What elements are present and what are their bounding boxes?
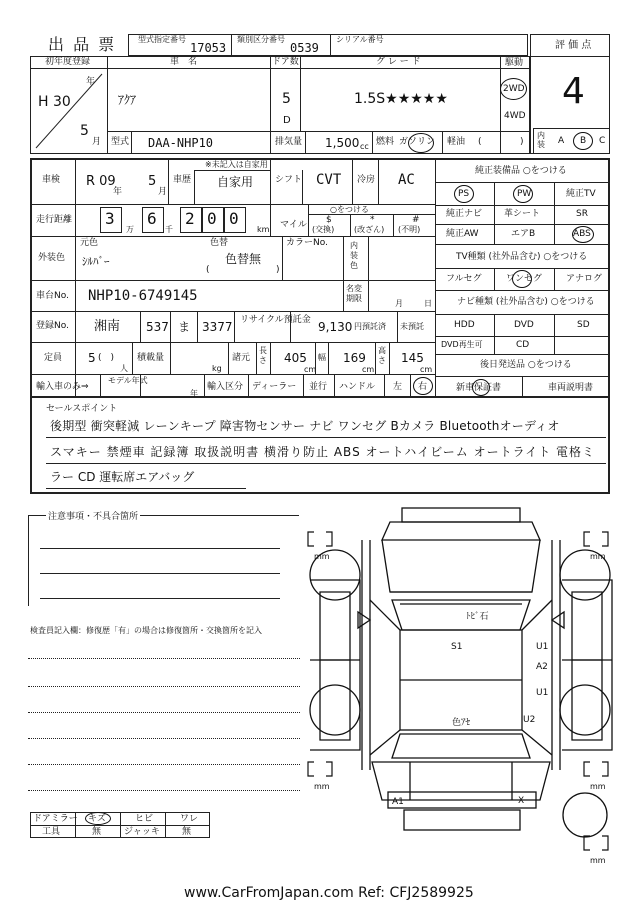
displacement: 1,500 (325, 136, 360, 150)
opt-unknown: (不明) (398, 225, 421, 234)
tv-title: TV種類 (社外品含む) ○をつける (456, 252, 588, 262)
mile-label: マイル (280, 220, 307, 230)
mileage-digit-3: 2 (185, 209, 195, 228)
fuel-circle-mark (408, 133, 434, 153)
equip-ps: PS (458, 189, 470, 199)
sales-label: セールスポイント (46, 404, 118, 414)
interior-grade-b: B (580, 136, 587, 146)
mark-a1: A1 (392, 797, 404, 807)
handle-circle-mark (413, 377, 433, 395)
parallel-label: 並行 (309, 382, 328, 392)
recycle-value: 9,130 (318, 320, 353, 334)
kg-unit: kg (212, 364, 222, 373)
header-numbers (128, 34, 528, 56)
navi-dvd: DVD (514, 320, 534, 330)
first-reg-label: 初年度登録 (45, 57, 91, 67)
first-reg-month: 5 (80, 123, 89, 139)
opt-s2: * (370, 215, 375, 225)
mileage-label: 走行距離 (36, 215, 73, 225)
docs-warranty-circle (472, 379, 490, 396)
caution-box (28, 512, 299, 606)
length-label: 長さ (259, 346, 267, 365)
equip-aw: 純正AW (446, 229, 479, 239)
load-label: 積載量 (137, 353, 165, 363)
handle-label: ハンドル (339, 382, 376, 392)
ac-label: 冷房 (357, 175, 376, 185)
color-change: 色替無 (225, 252, 262, 266)
navi-sd: SD (577, 320, 590, 330)
doors: 5 (282, 91, 291, 107)
reg-area: 湘南 (94, 319, 121, 334)
dealer-label: ディーラー (252, 382, 297, 392)
footer-ref: www.CarFromJapan.com Ref: CFJ2589925 (184, 885, 474, 901)
tv-analog: アナログ (566, 274, 603, 284)
reg-kana: ま (178, 320, 191, 334)
drive-label: 駆動 (505, 58, 524, 68)
mark-chip: ﾄﾋﾞ石 (466, 612, 489, 622)
length-value: 405 (284, 351, 307, 365)
opt-tamper: (改ざん) (354, 225, 385, 234)
height-label: 高さ (378, 346, 386, 365)
chassis-value: NHP10-6749145 (88, 288, 198, 304)
displacement-label: 排気量 (275, 137, 303, 147)
cc-unit: cc (360, 142, 369, 151)
mm-label-rr: mm (590, 782, 606, 791)
table-jack-value: 無 (182, 827, 192, 837)
mark-u2: U2 (523, 715, 536, 725)
man-unit: 万 (126, 225, 134, 234)
fuel-value: ガソリン (399, 137, 436, 147)
grade-label: グ レ ー ド (376, 57, 421, 67)
mm-label-rl: mm (314, 782, 330, 791)
mark-label: ○をつける (330, 205, 369, 214)
table-tools-label: 工具 (42, 827, 61, 837)
shift-value: CVT (316, 172, 342, 188)
recycle-unit: 円預託済 (354, 322, 386, 331)
model-no-label: 型式指定番号 (138, 35, 186, 44)
mark-x: X (518, 796, 525, 806)
equip-ps-circle (454, 185, 474, 203)
navi-hdd: HDD (454, 320, 475, 330)
height-value: 145 (401, 351, 424, 365)
tv-oneseg-circle (512, 270, 532, 288)
mileage-digit-4: 0 (207, 209, 217, 228)
orig-color-label: 元色 (80, 238, 99, 248)
capacity-value: 5 (88, 351, 96, 365)
sales-line-3: ラー CD 運転席エアバッグ (50, 470, 195, 484)
table-tools-value: 無 (92, 827, 102, 837)
equip-sr: SR (576, 209, 588, 219)
docs-warranty: 新車保証書 (456, 383, 502, 393)
width-value: 169 (343, 351, 366, 365)
color-change-label: 色替 (210, 238, 229, 248)
equip-abs-circle (572, 226, 594, 243)
mm-label-fl: mm (314, 552, 330, 561)
caution-label: 注意事項・不具合箇所 (48, 512, 139, 522)
equip-leather: 革シート (504, 209, 541, 219)
year-unit: 年 (86, 77, 96, 87)
sales-line-2: スマキー 禁煙車 記録簿 取扱説明書 横滑り防止 ABS オートハイビーム オートライト 電格ミ (50, 445, 596, 459)
navi-title: ナビ種類 (社外品含む) ○をつける (457, 297, 595, 307)
door-type: D (283, 115, 291, 126)
table-head-crack: ヒビ (135, 814, 154, 824)
tv-oneseg: ワンセグ (506, 274, 543, 284)
equip-pw: PW (517, 189, 532, 199)
orig-color: ｼﾙﾊﾞｰ (82, 255, 110, 268)
drive-2wd: 2WD (503, 84, 525, 94)
first-reg-era: H 30 (38, 94, 71, 110)
shift-label: シフト (275, 175, 303, 185)
color-no-label: カラーNo. (286, 238, 328, 248)
interior-grade-a: A (558, 136, 565, 146)
inspection-month: 5 (148, 174, 157, 189)
mileage-digit-5: 0 (229, 209, 239, 228)
model-year-label: モデル年式 (108, 376, 148, 385)
drive-4wd: 4WD (504, 111, 526, 121)
chassis-label: 車台No. (36, 291, 69, 301)
recycle-label: リサイクル預託金 (240, 315, 311, 325)
import-type-label: 輸入区分 (207, 382, 244, 392)
usage-note: ※未記入は自家用 (205, 160, 268, 169)
equip-abs: ABS (573, 229, 591, 239)
class-no: 0539 (290, 41, 319, 55)
inspection-value: R 09 (86, 174, 116, 189)
period-label: 名変期限 (346, 284, 362, 303)
interior-grade-c: C (599, 136, 606, 146)
inspection-year-unit: 年 (113, 187, 123, 197)
interior-circle-mark (573, 132, 593, 150)
height-cm: cm (420, 365, 433, 374)
fuel-label: 燃料 (376, 137, 395, 147)
inspection-month-unit: 月 (158, 187, 168, 197)
table-head-break: ワレ (180, 814, 199, 824)
car-name-label: 車 名 (170, 57, 198, 67)
docs-manual: 車両説明書 (548, 383, 594, 393)
drive-circle-mark (500, 78, 527, 100)
recycle-pending: 未預託 (400, 322, 424, 331)
handle-right: 右 (418, 382, 428, 392)
period-month: 月 (395, 299, 403, 308)
dvd-play-label: DVD再生可 (441, 340, 483, 349)
interior-label: 内装 (537, 131, 545, 149)
docs-title: 後日発送品 ○をつける (480, 360, 572, 370)
tv-fullseg: フルセグ (446, 274, 482, 284)
car-damage-diagram (300, 500, 620, 880)
mark-u1-mid: U1 (536, 688, 549, 698)
period-day: 日 (424, 299, 432, 308)
dims-label: 諸元 (232, 353, 251, 363)
width-cm: cm (362, 365, 375, 374)
doors-label: ドア数 (272, 57, 299, 67)
score-value: 4 (562, 71, 585, 112)
table-jack-label: ジャッキ (124, 827, 160, 837)
int-color-label: 内装色 (350, 241, 358, 270)
equip-tv: 純正TV (566, 189, 596, 199)
reg-class: 537 (146, 320, 169, 334)
scratch-circle-mark (85, 812, 111, 825)
mileage-digit-2: 6 (147, 209, 157, 228)
handle-left: 左 (393, 382, 403, 392)
width-label: 幅 (318, 353, 326, 362)
length-cm: cm (304, 365, 317, 374)
reg-num: 3377 (202, 320, 233, 334)
opt-s1: $ (326, 215, 332, 225)
km-unit: km (257, 225, 270, 234)
equip-pw-circle (513, 185, 533, 203)
ac-value: AC (398, 172, 415, 188)
page-title: 出 品 票 (48, 35, 117, 54)
score-label: 評 価 点 (555, 40, 592, 51)
model-no: 17053 (190, 41, 227, 55)
table-head-scratch: キズ (88, 814, 106, 824)
mm-label-fr: mm (590, 552, 606, 561)
opt-s3: # (412, 215, 420, 225)
capacity-label: 定員 (44, 353, 63, 363)
capacity-unit: 人 (120, 364, 128, 373)
usage-value: 自家用 (217, 175, 254, 189)
equip-airbag: エアB (511, 229, 536, 239)
sales-line-1: 後期型 衝突軽減 レーンキープ 障害物センサー ナビ ワンセグ Bカメラ Bluetoothオーディオ (50, 419, 560, 433)
color-label: 外装色 (38, 253, 66, 263)
month-unit: 月 (92, 137, 102, 147)
cd-label: CD (516, 340, 530, 350)
model-year-unit: 年 (190, 389, 198, 398)
mark-fade: 色ｱｾ (452, 718, 471, 728)
mark-a2: A2 (536, 662, 548, 672)
serial-label: シリアル番号 (336, 35, 384, 44)
type-value: DAA-NHP10 (148, 136, 214, 150)
mark-s1: S1 (451, 642, 463, 652)
equip-navi: 純正ナビ (446, 209, 483, 219)
sen-unit: 千 (165, 225, 173, 234)
import-label: 輸入車のみ⇒ (36, 382, 89, 392)
reg-label: 登録No. (36, 321, 69, 331)
table-head-mirror: ドアミラー (33, 814, 78, 824)
mm-label-spare: mm (590, 856, 606, 865)
usage-label: 車歴 (173, 175, 192, 185)
equipment-title: 純正装備品 ○をつける (475, 166, 567, 176)
grade: 1.5S★★★★★ (354, 91, 448, 107)
inspector-label: 検査員記入欄：修復歴「有」の場合は修復箇所・交換箇所を記入 (30, 626, 262, 635)
class-no-label: 類別区分番号 (237, 35, 285, 44)
inspection-label: 車検 (42, 175, 61, 185)
car-name: ｱｸｱ (118, 93, 137, 107)
type-label: 型式 (111, 137, 130, 147)
light-oil-label: 軽油 (447, 137, 466, 147)
mileage-digit-1: 3 (105, 209, 115, 228)
opt-exchange: (交換) (312, 225, 335, 234)
mark-u1-top: U1 (536, 642, 549, 652)
